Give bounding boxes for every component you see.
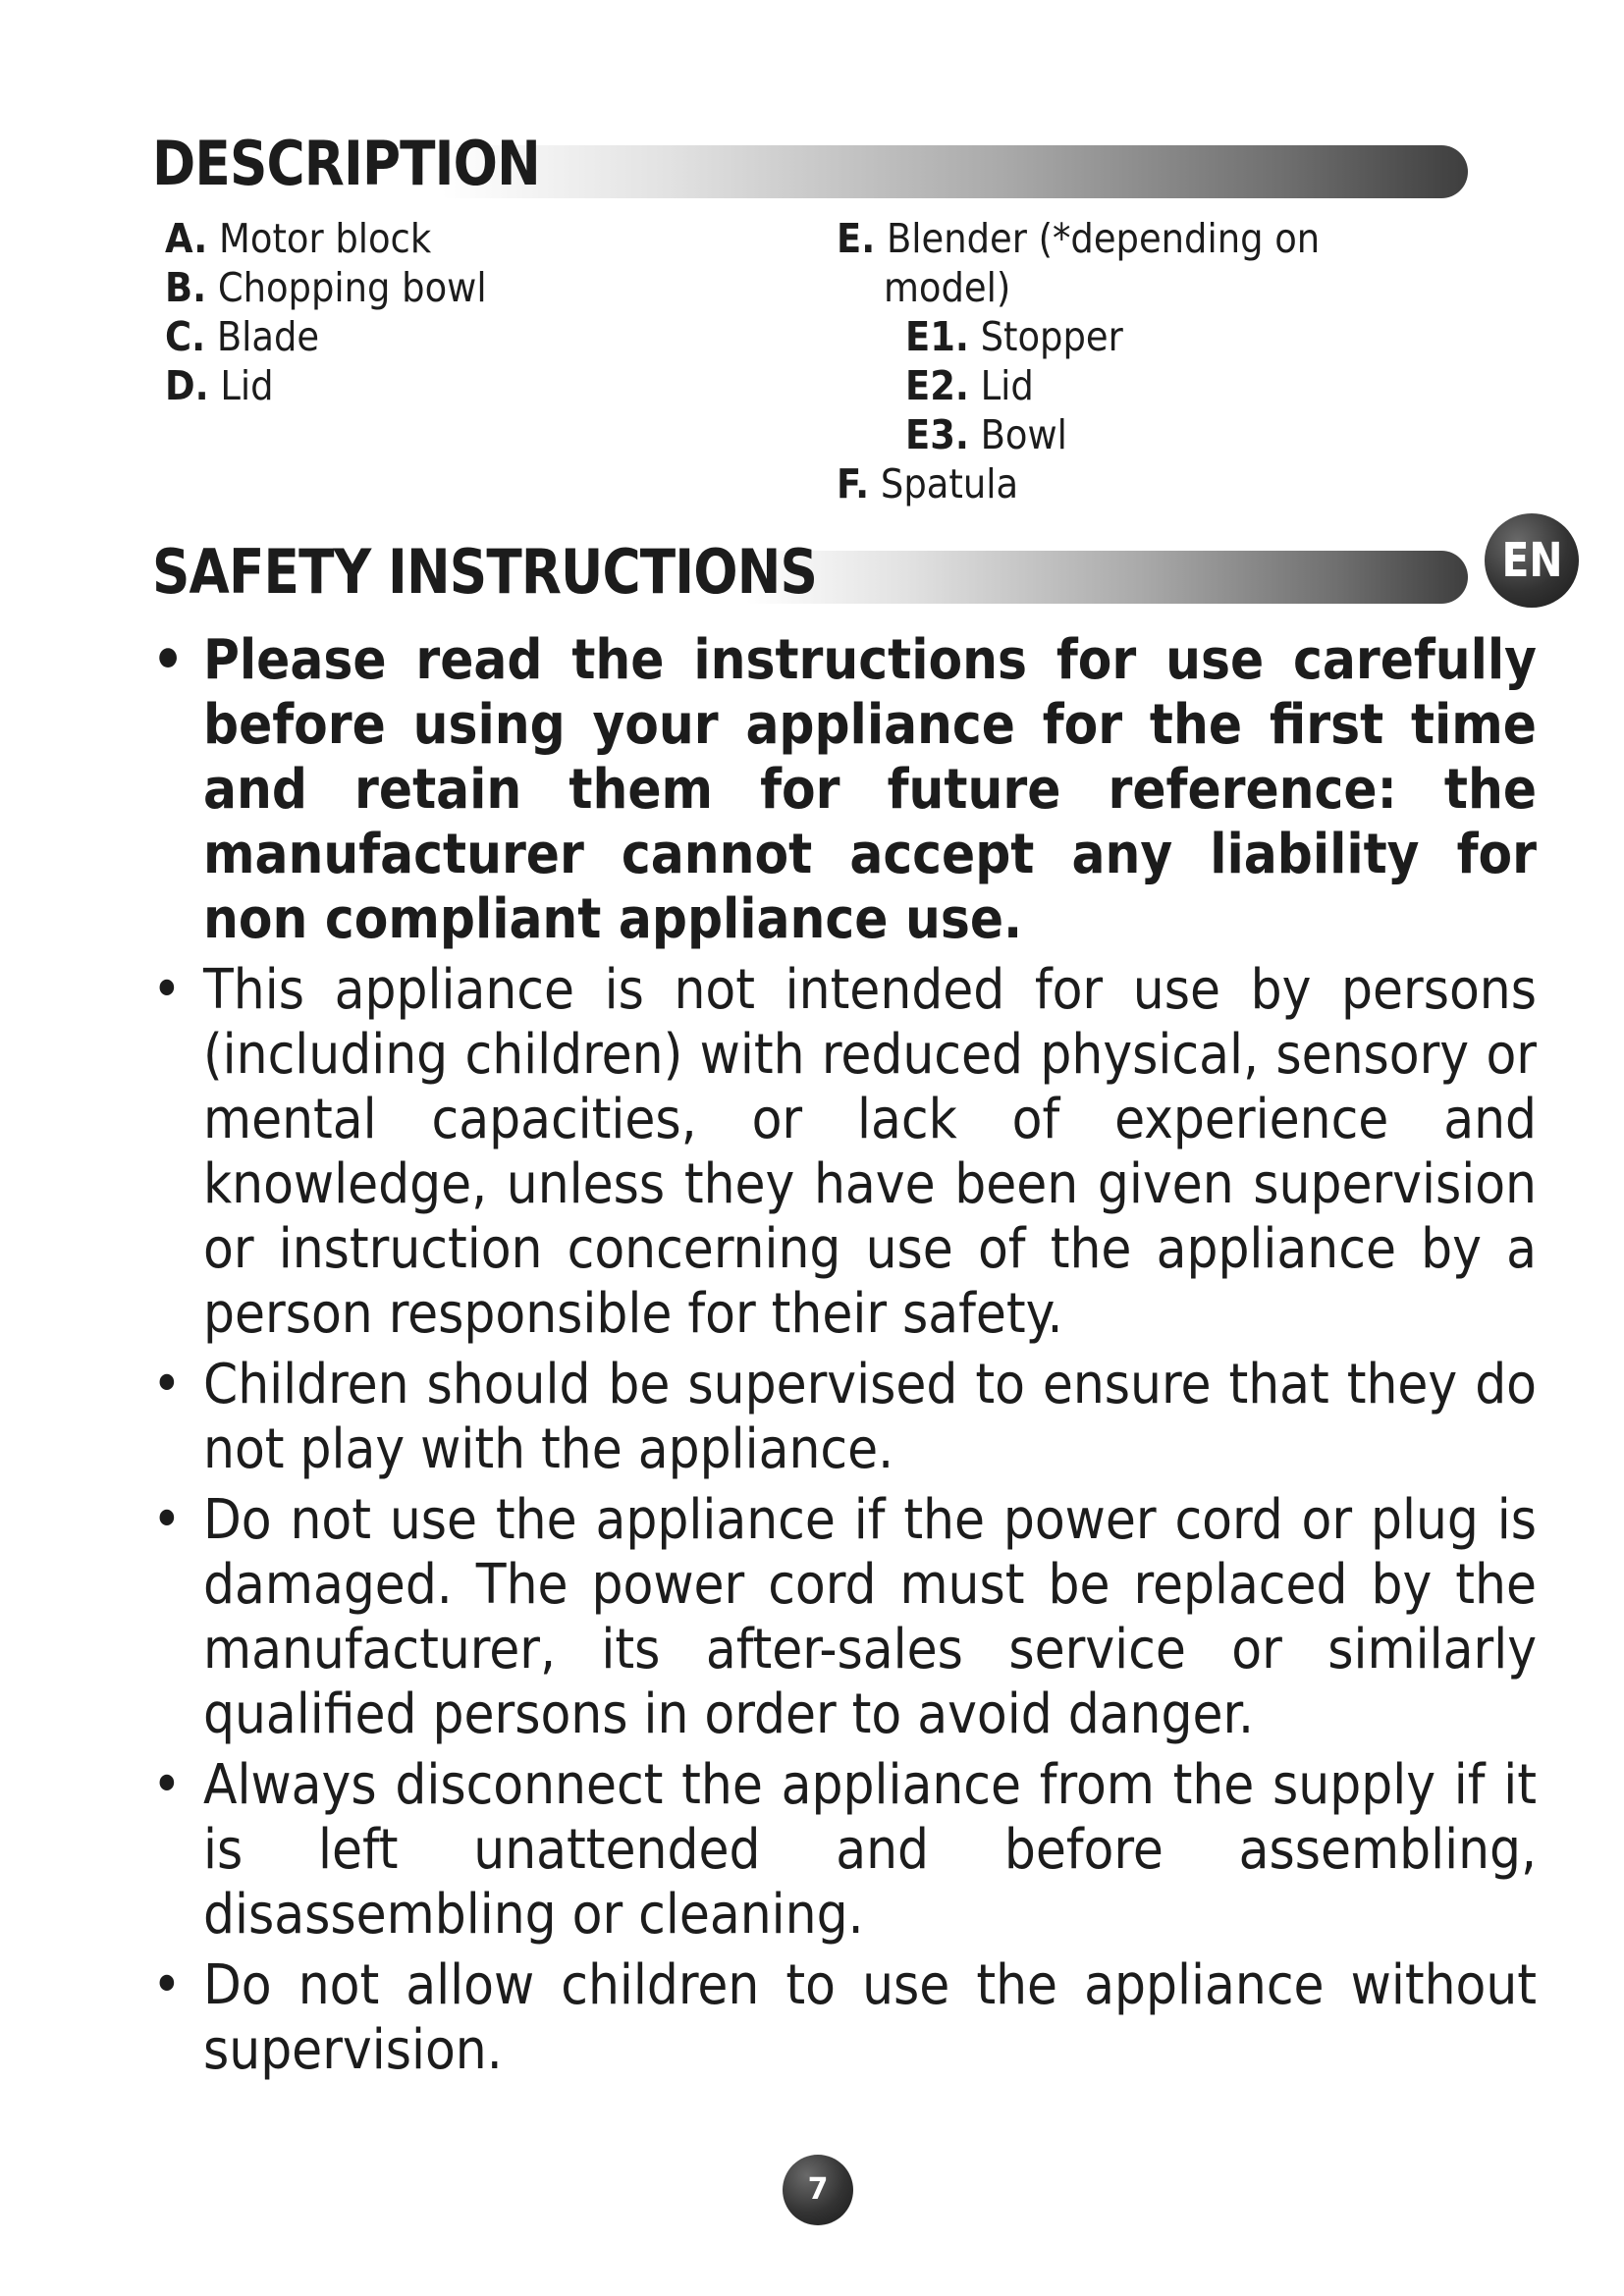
safety-instructions-list — [152, 628, 1537, 2089]
safety-item: • This appliance is not intended for use by persons (including children) with reduced physical, sensory or mental capacities, or lack of experience and knowledge, unless they have been given supervision or instruction concerning use of the appliance by a person responsible for their safety. — [152, 958, 1537, 1347]
safety-item: • Always disconnect the appliance from the supply if it is left unattended and before assembling, disassembling or cleaning. — [152, 1753, 1537, 1948]
description-item: E3. Bowl — [905, 411, 1067, 458]
safety-title: SAFETY INSTRUCTIONS — [152, 536, 818, 608]
description-list-left — [165, 214, 774, 410]
safety-item: • Children should be supervised to ensure that they do not play with the appliance. — [152, 1353, 1537, 1482]
description-list-right — [837, 214, 1386, 508]
description-item: E2. Lid — [905, 362, 1034, 409]
description-header-bar — [442, 145, 1468, 198]
language-badge: EN — [1485, 513, 1579, 608]
description-title: DESCRIPTION — [152, 128, 540, 199]
description-item: C. Blade — [165, 313, 320, 360]
description-item: F. Spatula — [837, 460, 1019, 507]
description-item: E. Blender (*depending on model) — [837, 215, 1321, 311]
safety-item: • Please read the instructions for use carefully before using your appliance for the first time and retain them for future reference: the manufacturer cannot accept any liability for non compliant appliance use. — [152, 628, 1537, 952]
description-item: B. Chopping bowl — [165, 264, 487, 311]
description-item: D. Lid — [165, 362, 274, 409]
safety-item: • Do not allow children to use the appliance without supervision. — [152, 1953, 1537, 2083]
safety-item: • Do not use the appliance if the power cord or plug is damaged. The power cord must be replaced by the manufacturer, its after-sales service or similarly qualified persons in order to avoid danger. — [152, 1488, 1537, 1747]
safety-header-bar — [746, 551, 1468, 604]
page-number: 7 — [783, 2155, 853, 2225]
description-item: A. Motor block — [165, 215, 432, 262]
description-item: E1. Stopper — [905, 313, 1123, 360]
